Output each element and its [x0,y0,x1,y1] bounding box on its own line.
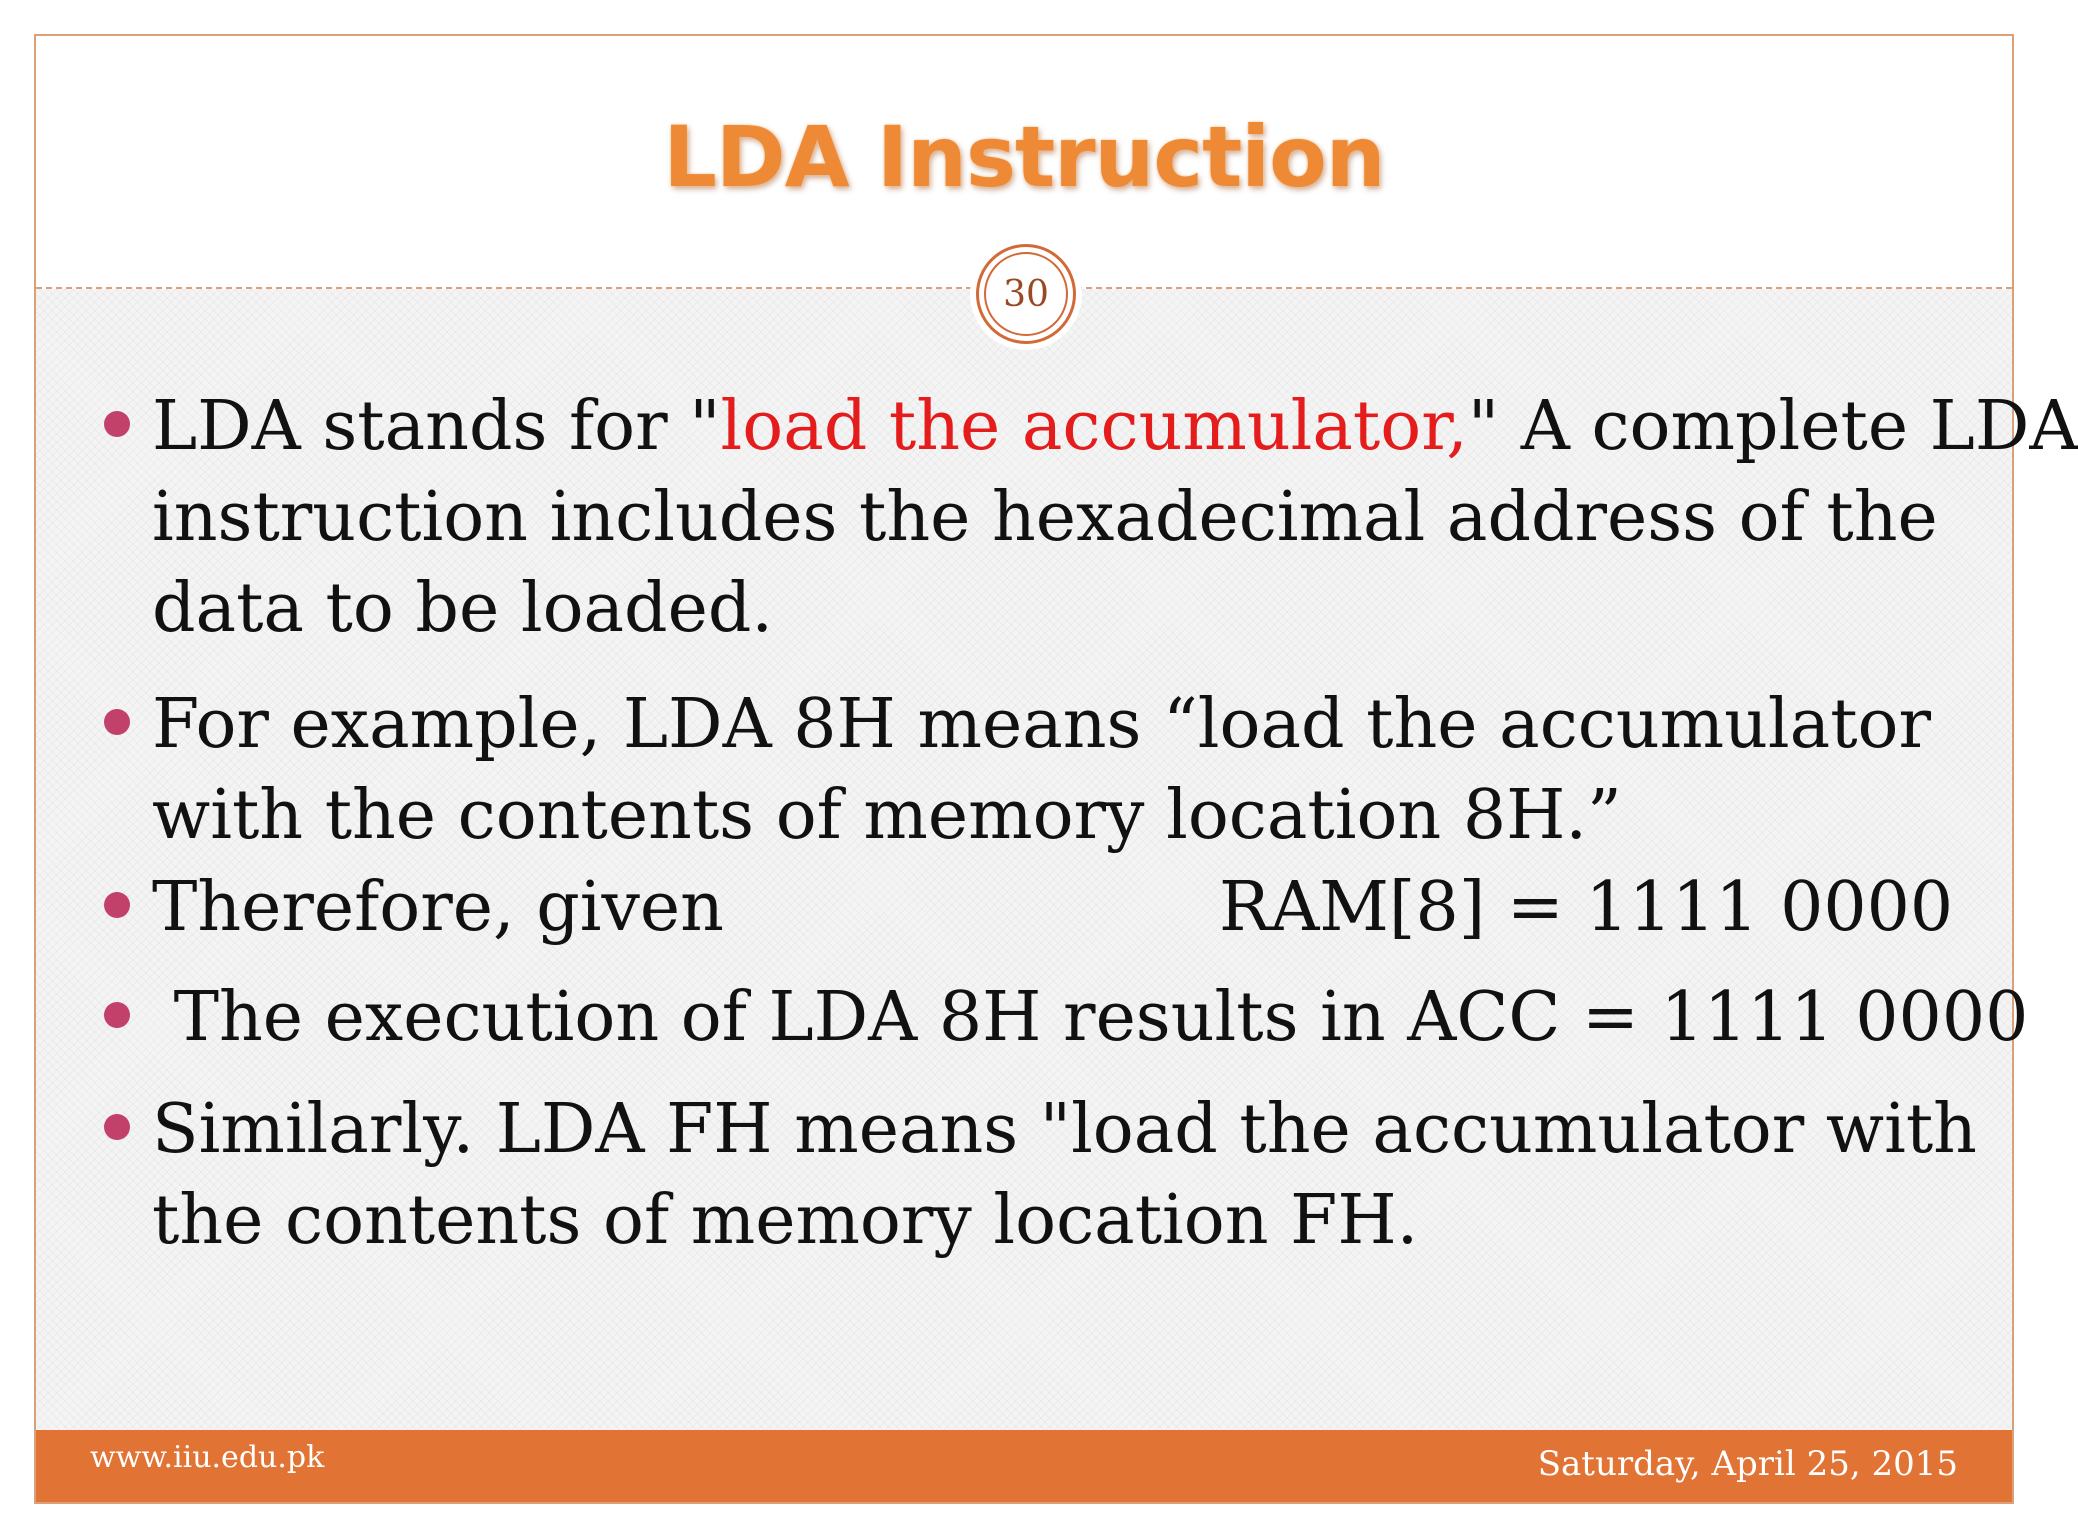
bullet-line: the contents of memory location FH. [152,1181,1419,1260]
bullet-dot-icon [104,1002,130,1028]
bullet-line: instruction includes the hexadecimal address of the [152,478,1938,557]
bullet-line [152,381,2078,472]
footer-bar [36,1430,2012,1502]
bullet-line: data to be loaded. [152,569,773,648]
slide-body [36,289,2078,1466]
bullet-text: " A complete LDA [1467,387,2078,466]
bullet-item [152,1084,1977,1266]
bullet-line: The execution of LDA 8H results in ACC = 1111 0000 [152,978,2029,1057]
bullet-item [152,381,2078,654]
bullet-text: LDA stands for " [152,387,721,466]
bullet-line: Similarly. LDA FH means "load the accumulator with [152,1090,1977,1169]
bullet-dot-icon [104,411,130,437]
highlight-text: load the accumulator, [720,387,1468,466]
slide [34,34,2078,1504]
slide-title: LDA Instruction [663,108,1385,206]
bullet-dot-icon [104,892,130,918]
page-number-badge [976,244,1076,344]
bullet-line: Therefore, given [152,868,724,947]
bullet-item [152,862,724,953]
ram-value: RAM[8] = 1111 0000 [1219,868,1954,947]
bullet-line: with the contents of memory location 8H.” [152,776,1622,855]
bullet-line: For example, LDA 8H means “load the accumulator [152,685,1931,764]
bullet-item [152,679,1931,861]
footer-website: www.iiu.edu.pk [90,1440,325,1475]
bullet-dot-icon [104,1114,130,1140]
footer-date: Saturday, April 25, 2015 [1537,1444,1958,1484]
page-number: 30 [984,252,1068,336]
bullet-item [152,972,2028,1063]
bullet-dot-icon [104,709,130,735]
